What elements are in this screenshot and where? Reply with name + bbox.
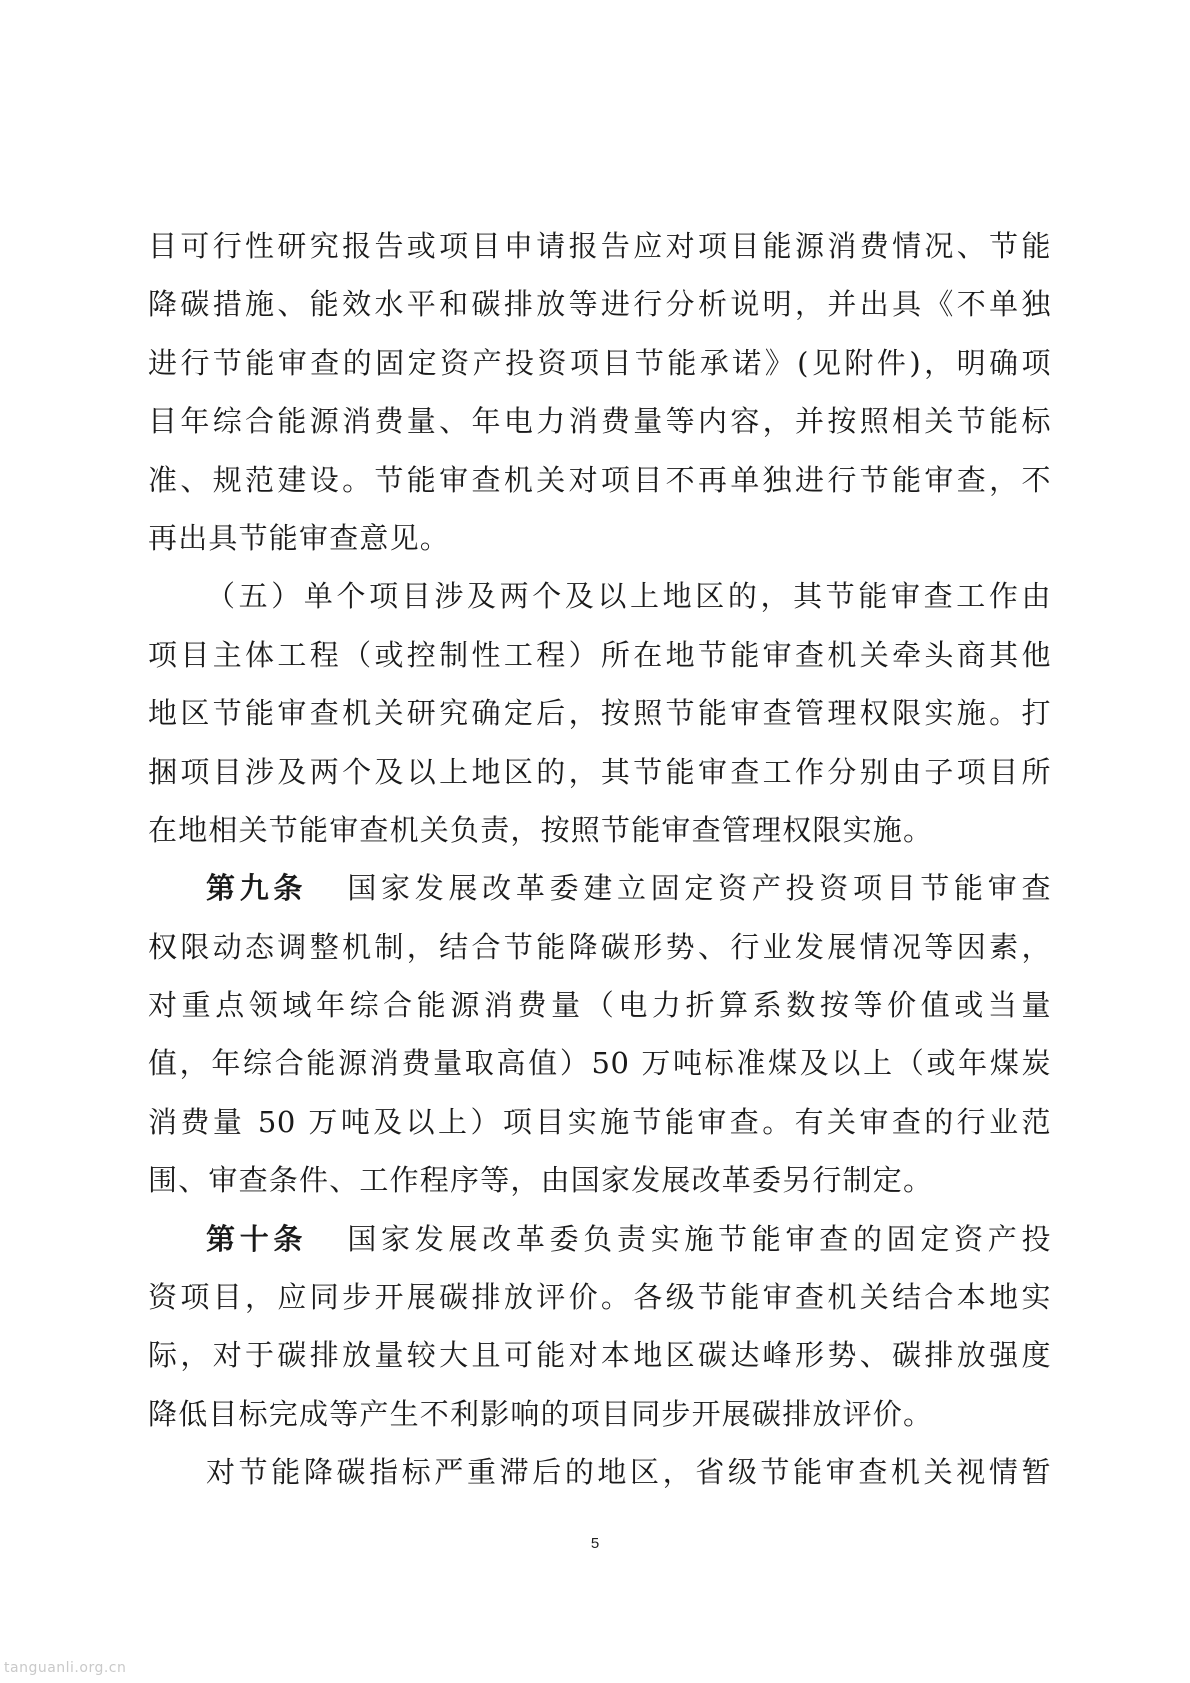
text-line: 对节能降碳指标严重滞后的地区，省级节能审查机关视情暂 (206, 1455, 1051, 1490)
article-9-line (148, 859, 1051, 917)
body-text (148, 217, 1051, 1502)
text-line: 地区节能审查机关研究确定后，按照节能审查管理权限实施。打 (148, 696, 1051, 731)
text-line: 对重点领域年综合能源消费量（电力折算系数按等价值或当量 (148, 988, 1051, 1023)
text-line: 围、审查条件、工作程序等，由国家发展改革委另行制定。 (148, 1163, 934, 1198)
text-line: 际，对于碳排放量较大且可能对本地区碳达峰形势、碳排放强度 (148, 1338, 1051, 1373)
article-10-heading: 第十条 (206, 1221, 308, 1256)
article-10-line (148, 1210, 1051, 1268)
text-line: 国家发展改革委建立固定资产投资项目节能审查 (343, 871, 1051, 906)
text-line: 降低目标完成等产生不利影响的项目同步开展碳排放评价。 (148, 1396, 934, 1431)
text-line: 值，年综合能源消费量取高值）50 万吨标准煤及以上（或年煤炭 (148, 1046, 1051, 1081)
watermark: tanguanli.org.cn (4, 1660, 127, 1676)
text-line: 消费量 50 万吨及以上）项目实施节能审查。有关审查的行业范 (148, 1104, 1051, 1139)
text-line: 项目主体工程（或控制性工程）所在地节能审查机关牵头商其他 (148, 637, 1051, 672)
text-line: 目可行性研究报告或项目申请报告应对项目能源消费情况、节能 (148, 229, 1051, 263)
text-line: 降碳措施、能效水平和碳排放等进行分析说明，并出具《不单独 (148, 287, 1051, 322)
page-number: 5 (590, 1535, 600, 1552)
text-line: 准、规范建设。节能审查机关对项目不再单独进行节能审查，不 (148, 462, 1051, 497)
text-line: 进行节能审查的固定资产投资项目节能承诺》(见附件)，明确项 (148, 345, 1051, 380)
text-line: （五）单个项目涉及两个及以上地区的，其节能审查工作由 (206, 579, 1051, 614)
text-line: 目年综合能源消费量、年电力消费量等内容，并按照相关节能标 (148, 404, 1051, 439)
text-line: 国家发展改革委负责实施节能审查的固定资产投 (343, 1221, 1051, 1256)
text-line: 再出具节能审查意见。 (148, 520, 451, 555)
text-line: 在地相关节能审查机关负责，按照节能审查管理权限实施。 (148, 812, 934, 847)
article-9-heading: 第九条 (206, 871, 308, 906)
text-line: 权限动态调整机制，结合节能降碳形势、行业发展情况等因素， (148, 929, 1051, 964)
text-line: 资项目，应同步开展碳排放评价。各级节能审查机关结合本地实 (148, 1280, 1051, 1315)
text-line: 捆项目涉及两个及以上地区的，其节能审查工作分别由子项目所 (148, 754, 1051, 789)
